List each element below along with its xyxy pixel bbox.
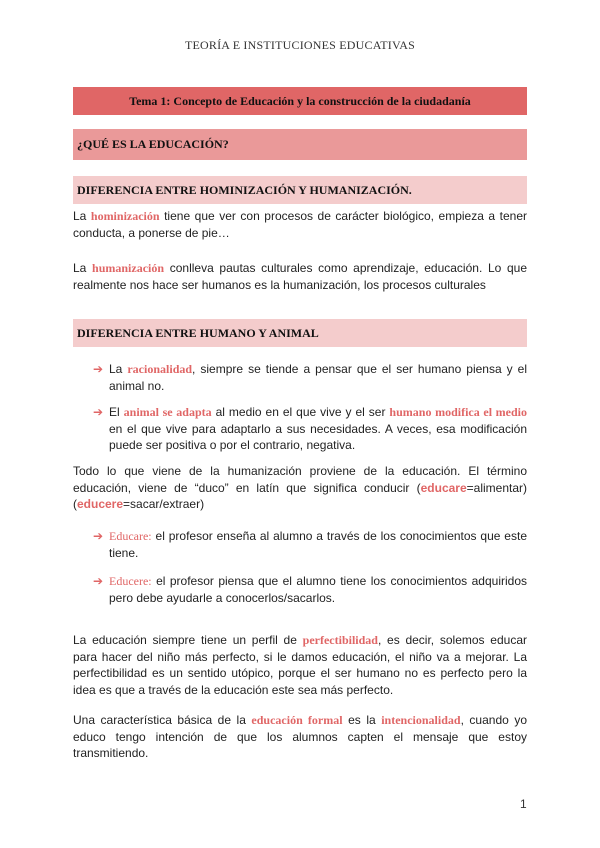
term-educacion-formal: educación formal — [251, 713, 343, 727]
section-heading-que-es: ¿QUÉ ES LA EDUCACIÓN? — [73, 129, 527, 160]
paragraph-perfectibilidad: La educación siempre tiene un perfil de perfectibilidad, es decir, solemos educar para hacer del niño más perfecto, si le damos educación, el niño va a mejorar. La perfectibilidad es un sentido utópico, porque el ser humano no es perfecto pero la idea es que a través de la educación este sea más perfecto. — [73, 633, 527, 697]
topic-title-band: Tema 1: Concepto de Educación y la construcción de la ciudadanía — [73, 87, 527, 115]
paragraph-humanizacion: La humanización conlleva pautas culturales como aprendizaje, educación. Lo que realmente nos hace ser humanos es la humanización, los procesos culturales — [73, 261, 527, 292]
arrow-right-icon: ➔ — [93, 529, 104, 543]
term-humanizacion: humanización — [92, 261, 165, 275]
bullet-racionalidad: ➔ La racionalidad, siempre se tiende a pensar que el ser humano piensa y el animal no. — [93, 362, 527, 393]
page-number: 1 — [520, 797, 527, 811]
term-animal-se-adapta: animal se adapta — [123, 405, 212, 419]
term-educare: educare — [420, 480, 467, 495]
arrow-right-icon: ➔ — [93, 362, 104, 376]
term-educere-def: Educere: — [109, 574, 152, 588]
bullet-educere: ➔ Educere: el profesor piensa que el alumno tiene los conocimientos adquiridos pero debe ayudarle a conocerlos/sacarlos. — [93, 574, 527, 605]
page-header-title: TEORÍA E INSTITUCIONES EDUCATIVAS — [184, 38, 416, 52]
paragraph-hominizacion: La hominización tiene que ver con procesos de carácter biológico, empieza a tener conducta, a ponerse de pie… — [73, 209, 527, 240]
arrow-right-icon: ➔ — [93, 405, 104, 419]
term-educare-def: Educare: — [109, 529, 152, 543]
term-educere: educere — [77, 497, 124, 511]
subheading-humano-animal: DIFERENCIA ENTRE HUMANO Y ANIMAL — [73, 319, 527, 347]
term-racionalidad: racionalidad — [127, 362, 193, 376]
bullet-animal-humano: ➔ El animal se adapta al medio en el que vive y el ser humano modifica el medio en el que vive para adaptarlo a sus necesidades. A veces, esa modificación puede ser positiva o por el contrario, negativa. — [93, 405, 528, 452]
arrow-right-icon: ➔ — [93, 574, 104, 588]
term-humano-modifica: humano modifica el medio — [389, 405, 528, 419]
term-perfectibilidad: perfectibilidad — [302, 633, 378, 647]
subheading-hominizacion-humanizacion: DIFERENCIA ENTRE HOMINIZACIÓN Y HUMANIZACIÓN. — [73, 176, 527, 204]
term-hominizacion: hominización — [90, 209, 160, 223]
bullet-educare: ➔ Educare: el profesor enseña al alumno a través de los conocimientos que este tiene. — [93, 529, 527, 560]
term-intencionalidad: intencionalidad — [381, 713, 461, 727]
paragraph-caracteristica: Una característica básica de la educación formal es la intencionalidad, cuando yo educo tengo intención de que los alumnos capten el mensaje que estoy transmitiendo. — [73, 713, 527, 760]
paragraph-todo-humanizacion: Todo lo que viene de la humanización proviene de la educación. El término educación, viene de “duco” en latín que significa conducir (educare=alimentar)(educere=sacar/extraer) — [73, 464, 527, 511]
